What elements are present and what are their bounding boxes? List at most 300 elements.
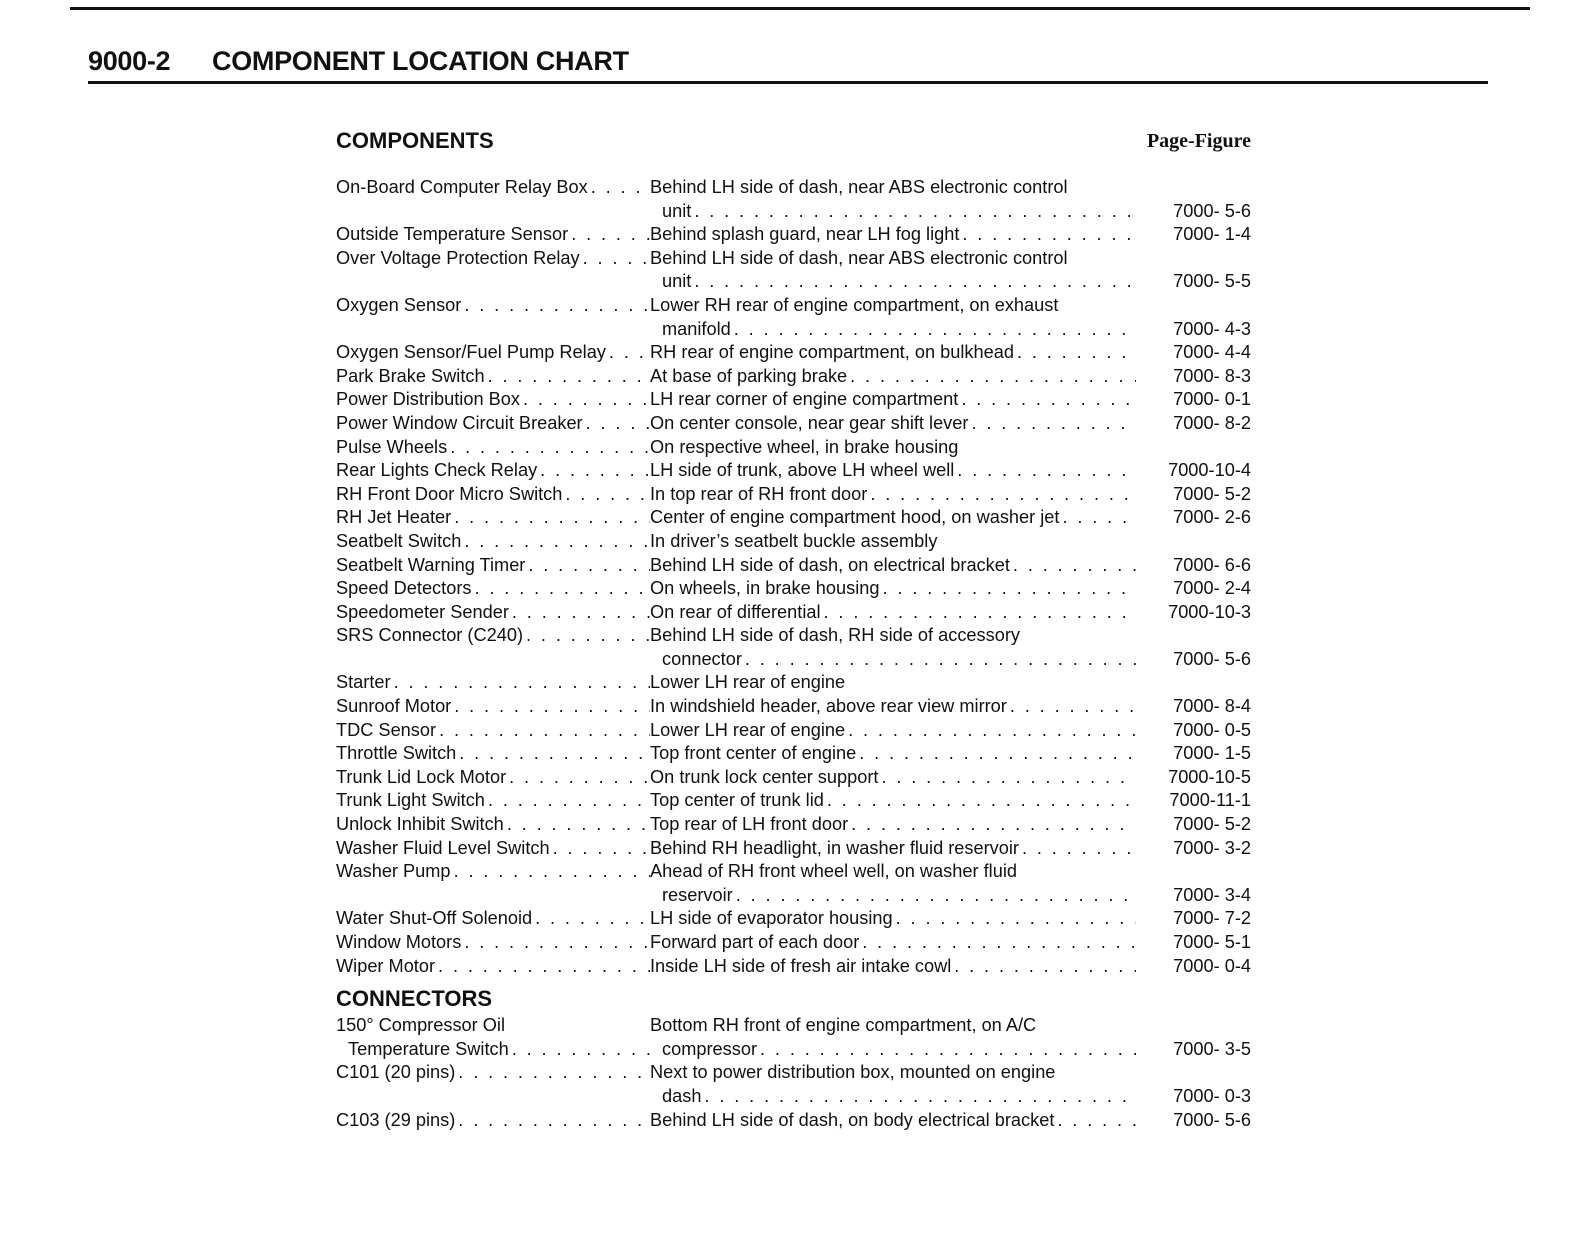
component-location-cell: [650, 1109, 1136, 1133]
component-name-cell: [336, 931, 650, 955]
entry-line: [336, 388, 1251, 412]
dot-leader: [1059, 506, 1136, 530]
dot-leader: [550, 837, 650, 861]
connectors-list: [336, 1014, 1251, 1132]
component-name: Oxygen Sensor/Fuel Pump Relay: [336, 342, 606, 363]
entry-line: [336, 270, 1251, 294]
component-location: On trunk lock center support: [650, 766, 879, 787]
component-location: Behind RH headlight, in washer fluid reservoir: [650, 837, 1019, 858]
component-name-cell: [336, 1038, 650, 1062]
list-item: [336, 931, 1251, 955]
dot-leader: [968, 412, 1136, 436]
component-location: Behind splash guard, near LH fog light: [650, 224, 960, 245]
dot-leader: [954, 459, 1136, 483]
component-name-cell: [336, 459, 650, 483]
dot-leader: [562, 483, 650, 507]
dot-leader: [880, 577, 1136, 601]
list-item: [336, 1061, 1251, 1108]
component-name-cell: [336, 695, 650, 719]
list-item: [336, 624, 1251, 671]
entry-line: [336, 577, 1251, 601]
connectors-section-title: CONNECTORS: [336, 986, 493, 1012]
page-figure: 7000- 5-6: [1173, 648, 1251, 669]
component-name: Power Distribution Box: [336, 389, 520, 410]
dot-leader: [588, 176, 650, 200]
entry-line: [336, 860, 1251, 884]
component-location-cell: [650, 554, 1136, 578]
page-figure: 7000- 5-2: [1173, 814, 1251, 835]
list-item: [336, 837, 1251, 861]
list-item: [336, 955, 1251, 979]
page-figure: 7000- 5-1: [1173, 932, 1251, 952]
component-name-cell: [336, 294, 650, 318]
entry-line: [336, 200, 1251, 224]
list-item: [336, 176, 1251, 223]
component-name-cell: [336, 719, 650, 743]
dot-leader: [485, 365, 650, 389]
page-figure: 7000- 0-3: [1173, 1085, 1251, 1106]
component-location-cell: [650, 648, 1136, 672]
entry-line: [336, 719, 1251, 743]
dot-leader: [461, 931, 650, 955]
entry-line: [336, 1109, 1251, 1133]
dot-leader: [757, 1038, 1136, 1062]
component-location: In driver’s seatbelt buckle assembly: [650, 530, 938, 551]
component-location: Bottom RH front of engine compartment, on A/C: [650, 1015, 1037, 1036]
entry-line: [336, 1061, 1251, 1085]
entry-line: [336, 530, 1251, 554]
component-location: Top rear of LH front door: [650, 814, 849, 835]
component-location-cell: [650, 766, 1136, 790]
page-header: [88, 46, 1488, 77]
components-section-title: COMPONENTS: [336, 128, 494, 153]
component-location: Next to power distribution box, mounted on engine: [650, 1062, 1056, 1083]
list-item: [336, 1014, 1251, 1061]
list-item: [336, 742, 1251, 766]
component-name: On-Board Computer Relay Box: [336, 177, 588, 197]
page-figure-column-label: Page-Figure: [1146, 130, 1251, 152]
entry-line: [336, 1085, 1251, 1109]
component-location-cell: [650, 506, 1136, 530]
dot-leader: [504, 813, 650, 837]
component-location-cell: [650, 695, 1136, 719]
page-figure: 7000- 5-6: [1173, 200, 1251, 221]
dot-leader: [471, 577, 650, 601]
dot-leader: [1007, 695, 1136, 719]
page-figure: 7000- 0-5: [1173, 719, 1251, 740]
component-location-cell: [650, 1085, 1136, 1109]
component-name-cell: [336, 907, 650, 931]
component-location-cell: [650, 671, 1136, 695]
dot-leader: [455, 1061, 650, 1085]
component-location-cell: [650, 247, 1136, 271]
page-figure: 7000- 6-6: [1173, 554, 1251, 575]
component-location-cell: [650, 719, 1136, 743]
dot-leader: [959, 223, 1136, 247]
dot-leader: [893, 907, 1136, 931]
page-figure: 7000- 0-1: [1173, 389, 1251, 410]
dot-leader: [461, 530, 650, 554]
entry-line: [336, 223, 1251, 247]
page-figure: 7000- 5-2: [1173, 483, 1251, 504]
list-item: [336, 719, 1251, 743]
list-item: [336, 695, 1251, 719]
entry-line: [336, 1038, 1251, 1062]
component-location: unit: [662, 200, 692, 221]
component-location: Center of engine compartment hood, on washer jet: [650, 507, 1060, 528]
entry-line: [336, 412, 1251, 436]
dot-leader: [451, 695, 650, 719]
entry-line: [336, 483, 1251, 507]
component-location: RH rear of engine compartment, on bulkhead: [650, 342, 1014, 363]
page-figure: 7000- 8-3: [1173, 365, 1251, 386]
page-figure: 7000- 3-4: [1173, 884, 1251, 905]
component-name: 150° Compressor Oil: [336, 1015, 505, 1036]
component-location-cell: [650, 907, 1136, 931]
component-name: Oxygen Sensor: [336, 294, 462, 315]
component-location: Inside LH side of fresh air intake cowl: [650, 955, 952, 976]
component-name: RH Jet Heater: [336, 507, 452, 528]
list-item: [336, 1109, 1251, 1133]
component-name: Washer Fluid Level Switch: [336, 837, 550, 858]
component-location-cell: [650, 483, 1136, 507]
list-item: [336, 247, 1251, 294]
dot-leader: [691, 200, 1136, 224]
component-name: Starter: [336, 672, 391, 693]
dot-leader: [856, 742, 1136, 766]
component-name-cell: [336, 483, 650, 507]
component-location: On center console, near gear shift lever: [650, 412, 969, 433]
component-name: Park Brake Switch: [336, 365, 485, 386]
entry-line: [336, 955, 1251, 979]
component-name-cell: [336, 388, 650, 412]
entry-line: [336, 365, 1251, 389]
dot-leader: [824, 789, 1136, 813]
component-location: Top front center of engine: [650, 743, 857, 764]
component-name-cell: [336, 1014, 650, 1038]
page-figure: 7000- 3-5: [1173, 1038, 1251, 1059]
list-item: [336, 766, 1251, 790]
component-name-cell: [336, 742, 650, 766]
component-name-cell: [336, 813, 650, 837]
dot-leader: [485, 789, 650, 813]
component-name-cell: [336, 955, 650, 979]
entry-line: [336, 1014, 1251, 1038]
dot-leader: [867, 483, 1136, 507]
page-figure: 7000- 7-2: [1173, 908, 1251, 929]
component-location-cell: [650, 789, 1136, 813]
component-location-cell: [650, 742, 1136, 766]
component-location: manifold: [662, 318, 731, 339]
component-location-cell: [650, 624, 1136, 648]
dot-leader: [520, 388, 650, 412]
dot-leader: [532, 907, 650, 931]
component-location-cell: [650, 530, 1136, 554]
entry-line: [336, 671, 1251, 695]
component-location-cell: [650, 884, 1136, 908]
dot-leader: [847, 365, 1136, 389]
page-code: 9000-2: [88, 46, 171, 76]
entry-line: [336, 742, 1251, 766]
component-name-cell: [336, 506, 650, 530]
list-item: [336, 860, 1251, 907]
dot-leader: [436, 719, 650, 743]
entry-line: [336, 695, 1251, 719]
page-figure: 7000- 1-5: [1173, 743, 1251, 764]
component-location: Forward part of each door: [650, 932, 860, 952]
components-list: [336, 176, 1251, 978]
component-location-cell: [650, 412, 1136, 436]
component-location: Behind LH side of dash, on electrical bracket: [650, 554, 1010, 575]
component-name: RH Front Door Micro Switch: [336, 483, 563, 504]
component-location: On rear of differential: [650, 601, 821, 622]
entry-line: [336, 837, 1251, 861]
component-name-cell: [336, 789, 650, 813]
dot-leader: [523, 624, 650, 648]
dot-leader: [859, 931, 1136, 955]
list-item: [336, 388, 1251, 412]
list-item: [336, 907, 1251, 931]
component-location-cell: [650, 294, 1136, 318]
header-rule: [88, 81, 1488, 84]
page-figure: 7000- 4-4: [1173, 342, 1251, 363]
component-location-cell: [650, 1061, 1136, 1085]
page-figure: 7000-10-3: [1168, 601, 1251, 622]
component-location: dash: [662, 1085, 702, 1106]
entry-line: [336, 648, 1251, 672]
component-location-cell: [650, 601, 1136, 625]
dot-leader: [958, 388, 1136, 412]
page-figure: 7000- 0-4: [1173, 955, 1251, 976]
dot-leader: [731, 318, 1136, 342]
component-location: Top center of trunk lid: [650, 790, 824, 811]
list-item: [336, 506, 1251, 530]
page-figure: 7000- 2-4: [1173, 578, 1251, 599]
dot-leader: [568, 223, 650, 247]
component-name-cell: [336, 554, 650, 578]
dot-leader: [391, 671, 650, 695]
component-location: Lower LH rear of engine: [650, 719, 846, 740]
component-location-cell: [650, 931, 1136, 955]
dot-leader: [848, 813, 1136, 837]
component-location-cell: [650, 176, 1136, 200]
entry-line: [336, 436, 1251, 460]
entry-line: [336, 931, 1251, 955]
component-location: Ahead of RH front wheel well, on washer fluid: [650, 861, 1017, 882]
dot-leader: [447, 436, 650, 460]
component-name-cell: [336, 577, 650, 601]
component-name-cell: [336, 341, 650, 365]
page-figure: 7000-11-1: [1169, 790, 1251, 811]
list-item: [336, 789, 1251, 813]
entry-line: [336, 907, 1251, 931]
dot-leader: [509, 601, 650, 625]
component-location: In windshield header, above rear view mirror: [650, 696, 1007, 717]
component-location: Lower LH rear of engine: [650, 672, 846, 693]
component-name-cell: [336, 601, 650, 625]
component-name: Window Motors: [336, 932, 462, 952]
component-location: Lower RH rear of engine compartment, on exhaust: [650, 294, 1059, 315]
list-item: [336, 294, 1251, 341]
component-location-cell: [650, 577, 1136, 601]
component-location: On wheels, in brake housing: [650, 578, 880, 599]
entry-line: [336, 294, 1251, 318]
component-location-cell: [650, 1038, 1136, 1062]
component-name-cell: [336, 671, 650, 695]
entry-line: [336, 601, 1251, 625]
dot-leader: [1054, 1109, 1136, 1133]
location-chart: [336, 126, 1251, 1132]
component-name-cell: [336, 223, 650, 247]
component-location-cell: [650, 436, 1136, 460]
dot-leader: [456, 742, 650, 766]
page-figure: 7000- 3-2: [1173, 837, 1251, 858]
component-name-cell: [336, 530, 650, 554]
component-location-cell: [650, 837, 1136, 861]
component-name: Pulse Wheels: [336, 436, 448, 457]
dot-leader: [1010, 554, 1136, 578]
component-location-cell: [650, 200, 1136, 224]
list-item: [336, 223, 1251, 247]
component-name-cell: [336, 436, 650, 460]
component-location-cell: [650, 341, 1136, 365]
page-figure: 7000- 5-5: [1173, 271, 1251, 292]
entry-line: [336, 554, 1251, 578]
dot-leader: [1019, 837, 1136, 861]
dot-leader: [733, 884, 1136, 908]
component-name: C101 (20 pins): [336, 1062, 456, 1083]
page-figure: 7000-10-5: [1168, 766, 1251, 787]
component-location-cell: [650, 813, 1136, 837]
component-name: C103 (29 pins): [336, 1109, 456, 1130]
component-location: At base of parking brake: [650, 365, 848, 386]
component-name-cell: [336, 624, 650, 648]
dot-leader: [435, 955, 650, 979]
component-location-cell: [650, 318, 1136, 342]
component-name: Sunroof Motor: [336, 696, 452, 717]
components-heading-row: [336, 126, 1251, 176]
component-name: Temperature Switch: [348, 1038, 509, 1059]
component-name: Over Voltage Protection Relay: [336, 247, 580, 268]
dot-leader: [583, 412, 650, 436]
entry-line: [336, 506, 1251, 530]
dot-leader: [701, 1085, 1136, 1109]
component-name: Seatbelt Warning Timer: [336, 554, 526, 575]
entry-line: [336, 789, 1251, 813]
page-figure: 7000- 8-2: [1173, 412, 1251, 433]
component-name: Power Window Circuit Breaker: [336, 412, 583, 433]
component-location: On respective wheel, in brake housing: [650, 436, 959, 457]
component-name-cell: [336, 365, 650, 389]
dot-leader: [455, 1109, 650, 1133]
dot-leader: [691, 270, 1136, 294]
dot-leader: [506, 766, 650, 790]
component-location-cell: [650, 223, 1136, 247]
page-figure: 7000- 8-4: [1173, 696, 1251, 717]
page-figure: 7000-10-4: [1168, 460, 1251, 481]
component-location: connector: [662, 648, 742, 669]
dot-leader: [845, 719, 1136, 743]
list-item: [336, 671, 1251, 695]
component-location-cell: [650, 459, 1136, 483]
page-figure: 7000- 4-3: [1173, 318, 1251, 339]
component-location: Behind LH side of dash, near ABS electronic control: [650, 247, 1068, 268]
dot-leader: [537, 459, 650, 483]
component-name: Water Shut-Off Solenoid: [336, 908, 533, 929]
entry-line: [336, 813, 1251, 837]
component-name: Rear Lights Check Relay: [336, 460, 538, 481]
component-name-cell: [336, 247, 650, 271]
list-item: [336, 601, 1251, 625]
entry-line: [336, 341, 1251, 365]
component-location-cell: [650, 1014, 1136, 1038]
top-rule: [70, 7, 1530, 10]
entry-line: [336, 318, 1251, 342]
component-location: compressor: [662, 1038, 758, 1059]
component-name: Washer Pump: [336, 861, 451, 882]
component-name: Speed Detectors: [336, 578, 472, 599]
entry-line: [336, 247, 1251, 271]
component-name-cell: [336, 860, 650, 884]
dot-leader: [509, 1038, 650, 1062]
component-name-cell: [336, 1061, 650, 1085]
component-location-cell: [650, 365, 1136, 389]
component-location: Behind LH side of dash, near ABS electronic control: [650, 177, 1068, 197]
component-name-cell: [336, 1109, 650, 1133]
component-name-cell: [336, 176, 650, 200]
component-name: Trunk Light Switch: [336, 790, 485, 811]
entry-line: [336, 884, 1251, 908]
entry-line: [336, 624, 1251, 648]
dot-leader: [580, 247, 650, 271]
page-title: COMPONENT LOCATION CHART: [212, 46, 629, 76]
page-figure: 7000- 1-4: [1173, 224, 1251, 245]
component-name-cell: [336, 766, 650, 790]
page-figure: 7000- 2-6: [1173, 507, 1251, 528]
connectors-section: [336, 984, 1251, 1132]
component-location: Behind LH side of dash, RH side of accessory: [650, 625, 1021, 646]
component-location-cell: [650, 860, 1136, 884]
entry-line: [336, 766, 1251, 790]
list-item: [336, 577, 1251, 601]
component-name: Outside Temperature Sensor: [336, 224, 569, 245]
component-location-cell: [650, 955, 1136, 979]
dot-leader: [878, 766, 1136, 790]
dot-leader: [525, 554, 650, 578]
list-item: [336, 483, 1251, 507]
component-name: SRS Connector (C240): [336, 625, 524, 646]
component-location-cell: [650, 388, 1136, 412]
dot-leader: [742, 648, 1136, 672]
entry-line: [336, 176, 1251, 200]
list-item: [336, 412, 1251, 436]
dot-leader: [451, 506, 650, 530]
dot-leader: [461, 294, 650, 318]
component-name: Speedometer Sender: [336, 601, 509, 622]
list-item: [336, 365, 1251, 389]
component-name: Wiper Motor: [336, 955, 436, 976]
component-name: Unlock Inhibit Switch: [336, 814, 504, 835]
component-location: LH side of trunk, above LH wheel well: [650, 460, 955, 481]
component-location: In top rear of RH front door: [650, 483, 868, 504]
component-location: reservoir: [662, 884, 733, 905]
component-name: Seatbelt Switch: [336, 530, 462, 551]
component-name: Throttle Switch: [336, 743, 457, 764]
dot-leader: [821, 601, 1136, 625]
list-item: [336, 530, 1251, 554]
list-item: [336, 341, 1251, 365]
component-location: LH rear corner of engine compartment: [650, 389, 959, 410]
